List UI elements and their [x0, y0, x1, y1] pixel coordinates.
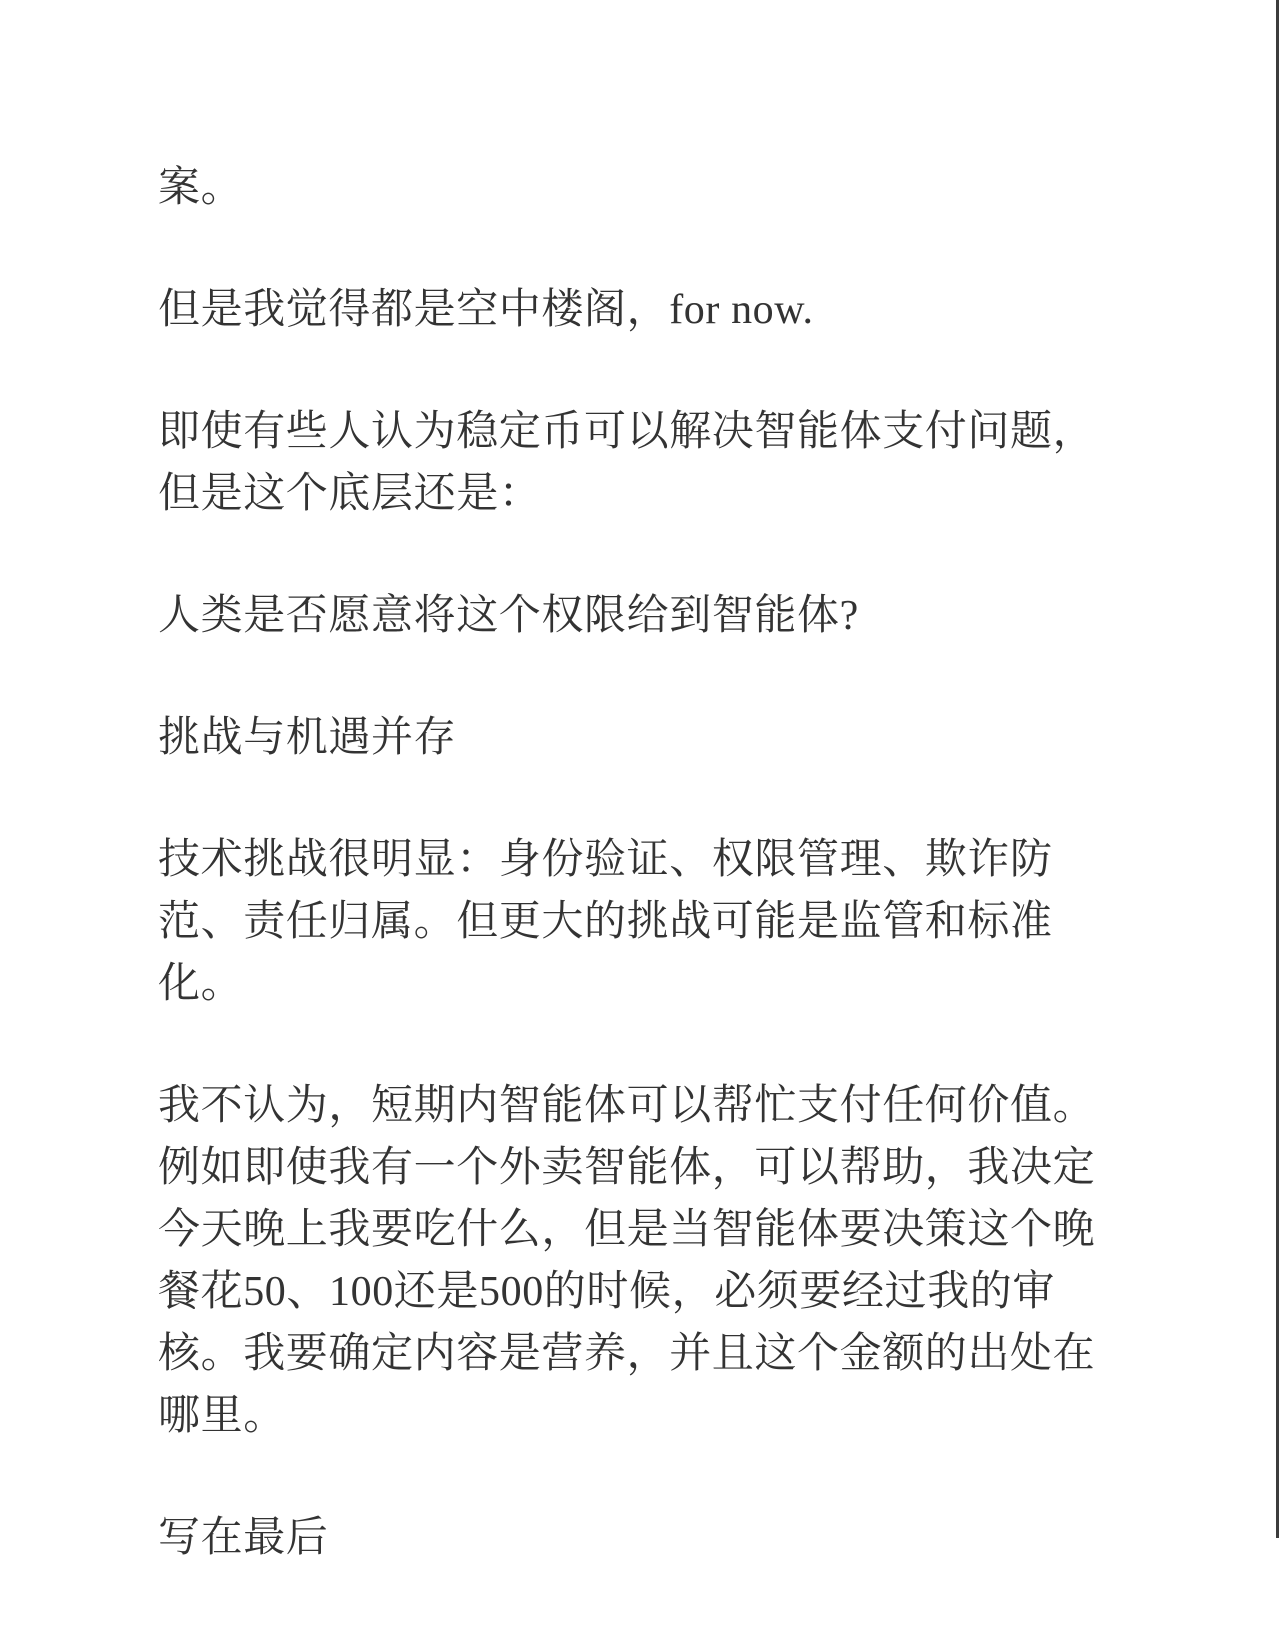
text-line: 写在最后 — [158, 1515, 329, 1561]
text-line: 今天晚上我要吃什么，但是当智能体要决策这个晚 — [158, 1207, 1096, 1253]
text-line: 例如即使我有一个外卖智能体，可以帮助，我决定 — [158, 1145, 1096, 1191]
paragraph-dinner-example — [158, 1075, 1158, 1447]
paragraph-permission-question — [158, 585, 1158, 647]
screenshot-right-edge-line — [1276, 0, 1279, 1538]
text-line: 但是我觉得都是空中楼阁，for now. — [158, 287, 814, 333]
text-line: 技术挑战很明显：身份验证、权限管理、欺诈防 — [158, 837, 1053, 883]
paragraph-answer-tail — [158, 157, 1158, 219]
text-line: 案。 — [158, 165, 244, 211]
paragraph-technical-challenges — [158, 829, 1158, 1015]
text-line: 但是这个底层还是： — [158, 471, 542, 517]
text-line: 哪里。 — [158, 1393, 286, 1439]
paragraph-castles-in-air — [158, 279, 1158, 341]
paragraph-stablecoin — [158, 401, 1158, 525]
text-line: 即使有些人认为稳定币可以解决智能体支付问题， — [158, 409, 1096, 455]
article-body — [158, 157, 1158, 1629]
text-line: 核。我要确定内容是营养，并且这个金额的出处在 — [158, 1331, 1096, 1377]
heading-challenges-opportunities — [158, 707, 1158, 769]
text-line: 人类是否愿意将这个权限给到智能体? — [158, 593, 859, 639]
text-line: 餐花50、100还是500的时候，必须要经过我的审 — [158, 1269, 1056, 1315]
text-line: 我不认为，短期内智能体可以帮忙支付任何价值。 — [158, 1083, 1096, 1129]
heading-written-at-last — [158, 1507, 1158, 1569]
text-line: 范、责任归属。但更大的挑战可能是监管和标准 — [158, 899, 1053, 945]
text-line: 化。 — [158, 961, 244, 1007]
text-line: 挑战与机遇并存 — [158, 715, 457, 761]
